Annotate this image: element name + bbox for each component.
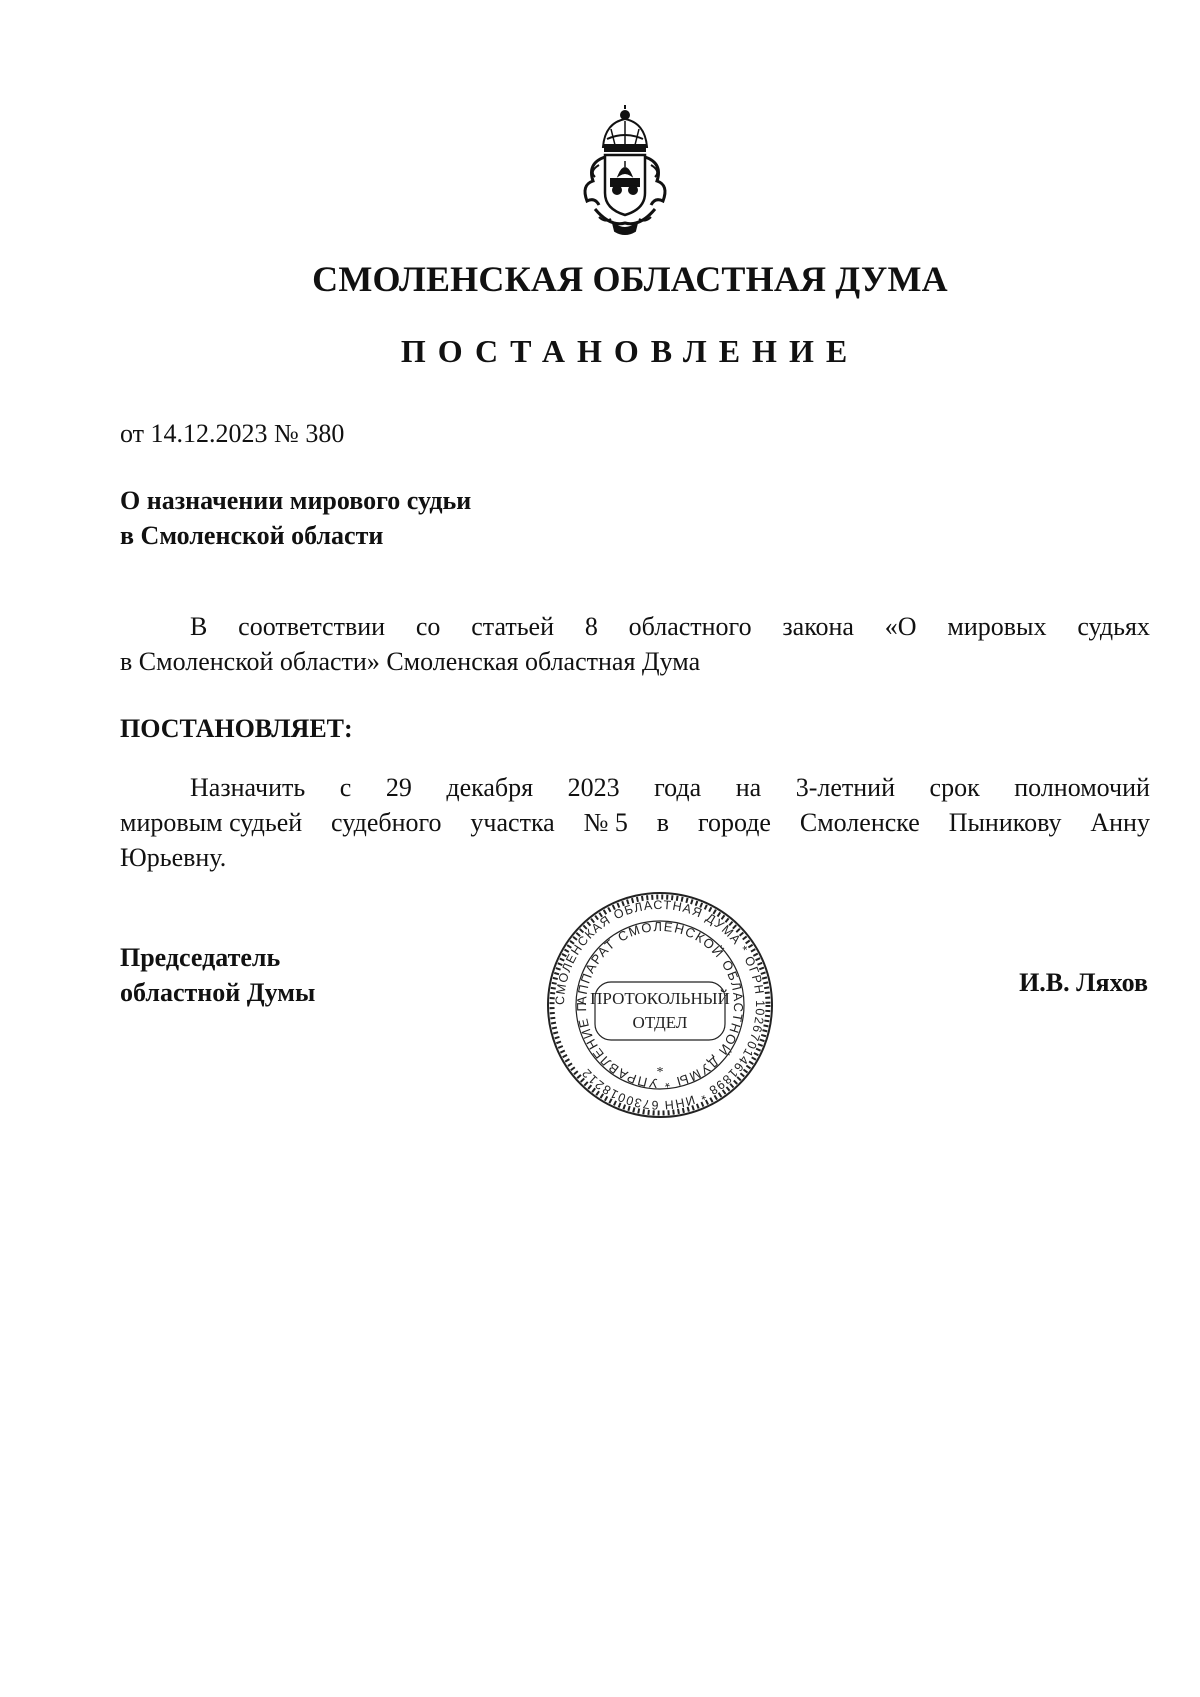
word: Анну [1090, 808, 1150, 837]
word: 8 [584, 612, 598, 641]
word: в [656, 808, 670, 837]
word: № 5 [583, 808, 628, 837]
signer-position-line-2: областной Думы [120, 978, 316, 1007]
word: мировым судьей [120, 808, 303, 837]
coat-of-arms-emblem [565, 105, 685, 240]
word: статьей [471, 612, 555, 641]
word: судьях [1077, 612, 1150, 641]
word: Назначить [190, 773, 306, 802]
appointment-line-2 [120, 805, 1150, 840]
word: на [735, 773, 762, 802]
word: Смоленске [799, 808, 920, 837]
subject-line-1: О назначении мирового судьи [120, 486, 472, 515]
word: года [654, 773, 702, 802]
word: закона [782, 612, 854, 641]
svg-text:*: * [656, 1065, 664, 1080]
official-stamp [545, 890, 775, 1120]
resolves-heading: ПОСТАНОВЛЯЕТ: [120, 714, 353, 743]
word: срок [929, 773, 980, 802]
document-subject [120, 483, 471, 553]
signer-position [120, 940, 315, 1010]
stamp-inner-text: АППАРАТ СМОЛЕНСКОЙ ОБЛАСТНОЙ ДУМЫ * УПРАВЛЕНИЕ П [573, 918, 747, 1092]
word: областного [628, 612, 752, 641]
preamble-paragraph [120, 609, 1150, 679]
signer-position-line-1: Председатель [120, 943, 281, 972]
word: Пыникову [948, 808, 1062, 837]
preamble-line-2: в Смоленской области» Смоленская областная Дума [120, 647, 701, 676]
word: участка [470, 808, 555, 837]
stamp-outer-text: СМОЛЕНСКАЯ ОБЛАСТНАЯ ДУМА * ОГРН 1026701461898 * ИНН 6730018212 [552, 897, 768, 1113]
appointment-line-3: Юрьевну. [120, 843, 227, 872]
word: судебного [331, 808, 442, 837]
word: полномочий [1014, 773, 1150, 802]
document-date-number: от 14.12.2023 № 380 [120, 419, 345, 448]
word: со [415, 612, 441, 641]
stamp-center-line-2: ОТДЕЛ [632, 1013, 688, 1032]
word: с [339, 773, 352, 802]
word: городе [697, 808, 771, 837]
word: декабря [446, 773, 534, 802]
word: соответствии [238, 612, 386, 641]
word: 29 [385, 773, 412, 802]
word: 2023 [567, 773, 620, 802]
appointment-line-1 [120, 770, 1150, 805]
word: В [190, 612, 208, 641]
document-type-title: ПОСТАНОВЛЕНИЕ [400, 333, 860, 369]
word: мировых [947, 612, 1047, 641]
stamp-center-line-1: ПРОТОКОЛЬНЫЙ [590, 989, 730, 1008]
subject-line-2: в Смоленской области [120, 521, 384, 550]
word: 3-летний [795, 773, 896, 802]
signer-name: И.В. Ляхов [1019, 968, 1148, 997]
organization-title: СМОЛЕНСКАЯ ОБЛАСТНАЯ ДУМА [312, 259, 948, 299]
word: «О [884, 612, 917, 641]
preamble-line-1 [120, 609, 1150, 644]
appointment-paragraph [120, 770, 1150, 875]
